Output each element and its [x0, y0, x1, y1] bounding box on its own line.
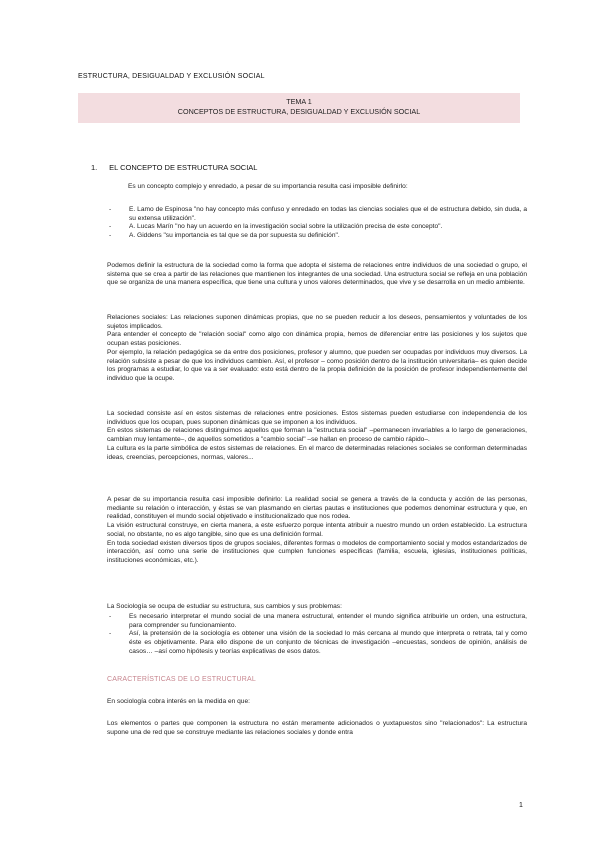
intro-paragraph: Es un concepto complejo y enredado, a pesar de su importancia resulta casi imposible definirlo:	[128, 183, 408, 190]
paragraph-line: A pesar de su importancia resulta casi imposible definirlo: La realidad social se genera a través de la conducta y acción de las personas, mediante su relación o interacción, y éstas se van plasmando en ciertas pautas e instituciones que podemos denominar estructura y que, en realidad, constituyen el mundo social objetivado e institucionalizado que nos rodea.	[107, 496, 527, 521]
list-item: - A. Lucas Marín "no hay un acuerdo en la investigación social sobre la utilización precisa de este concepto".	[107, 223, 527, 232]
list-item: - A. Giddens "su importancia es tal que se da por supuesta su definición".	[107, 232, 527, 241]
paragraph-line: En estos sistemas de relaciones distinguimos aquellos que forman la "estructura social" –permanecen invariables a lo largo de generaciones, cambian muy lentamente–, de aquellos sometidos a "cambio social" –se hallan en proceso de cambio rápido–.	[107, 427, 527, 444]
relations-paragraph	[107, 314, 527, 384]
subsection-title: CARACTERÍSTICAS DE LO ESTRUCTURAL	[107, 676, 256, 683]
interest-paragraph: En sociología cobra interés en la medida en que:	[107, 698, 250, 705]
topic-number: TEMA 1	[286, 97, 312, 106]
elements-paragraph: Los elementos o partes que componen la estructura no están meramente adicionados o yuxtapuestos sino "relacionados": La estructura supone una de red que se construye mediante las relaciones sociales y donde entra	[107, 720, 527, 736]
paragraph-line: Relaciones sociales: Las relaciones suponen dinámicas propias, que no se pueden reducir a los deseos, pensamientos y voluntades de los sujetos implicados.	[107, 314, 527, 330]
paragraph-line: Para entender el concepto de "relación social" como algo con dinámica propia, hemos de diferenciar entre las posiciones y los sujetos que ocupan estas posiciones.	[107, 331, 527, 348]
page-number: 1	[519, 802, 523, 809]
section-title-text: EL CONCEPTO DE ESTRUCTURA SOCIAL	[109, 163, 258, 172]
topic-title: CONCEPTOS DE ESTRUCTURA, DESIGUALDAD Y EXCLUSIÓN SOCIAL	[177, 107, 421, 116]
section-number: 1.	[91, 163, 98, 172]
definition-paragraph: Podemos definir la estructura de la sociedad como la forma que adopta el sistema de relaciones entre individuos de una sociedad o grupo, el sistema que se crea a partir de las relaciones que mantienen los integrantes de una sociedad. Una estructura social se refleja en una población que se organiza de una manera específica, que tiene una cultura y unos valores determinados, que vive y se desarrolla en un medio ambiente.	[107, 262, 527, 287]
section-title	[91, 163, 257, 172]
document-header: ESTRUCTURA, DESIGUALDAD Y EXCLUSIÓN SOCIAL	[78, 73, 265, 80]
reality-paragraph	[107, 496, 527, 566]
list-item: - Es necesario interpretar el mundo social de una manera estructural, entender el mundo significa atribuirle un orden, una estructura, para comprender su funcionamiento.	[107, 613, 527, 630]
list-item: - Así, la pretensión de la sociología es obtener una visión de la sociedad lo más cercana al mundo que interpreta o retrata, tal y como éste es objetivamente. Para ello dispone de un conjunto de técnicas de investigación –encuestas, sondeos de opinión, análisis de casos… –así como hipótesis y teorías explicativas de esos datos.	[107, 630, 527, 656]
systems-paragraph	[107, 410, 527, 462]
sociology-paragraph: La Sociología se ocupa de estudiar su estructura, sus cambios y sus problemas:	[107, 603, 342, 610]
paragraph-line: Por ejemplo, la relación pedagógica se da entre dos posiciones, profesor y alumno, que pueden ser ocupadas por individuos muy diversos. La relación subsiste a pesar de que los individuos cambien. Así, el profesor – como posición dentro de la institución universitaria– es quien decide los programas a estudiar, lo que va a ser evaluado: esto está dentro de la propia definición de la posición de profesor independientemente del individuo que la ocupe.	[107, 348, 527, 382]
paragraph-line: La sociedad consiste así en estos sistemas de relaciones entre posiciones. Estos sistemas pueden estudiarse con independencia de los individuos que los ocupan, pues suponen dinámicas que se imponen a los individuos.	[107, 410, 527, 426]
paragraph-line: La cultura es la parte simbólica de estos sistemas de relaciones. En el marco de determinadas relaciones sociales se conforman determinadas ideas, creencias, percepciones, normas, valores...	[107, 444, 527, 461]
topic-banner	[78, 93, 520, 123]
list-item: - E. Lamo de Espinosa "no hay concepto más confuso y enredado en todas las ciencias sociales que el de estructura debido, sin duda, a su extensa utilización".	[107, 206, 527, 223]
paragraph-line: La visión estructural construye, en cierta manera, a este esfuerzo porque intenta atribuir a nuestro mundo un orden establecido. La estructura social, no obstante, no es algo tangible, sino que es una definición formal.	[107, 522, 527, 538]
quotes-list	[107, 206, 527, 241]
problems-list	[107, 613, 527, 657]
paragraph-line: En toda sociedad existen diversos tipos de grupos sociales, diferentes formas o modelos de comportamiento social y modos estandarizados de interacción, así como una serie de instituciones que cumplen funciones específicas (familia, escuela, iglesias, instituciones políticas, instituciones económicas, etc.).	[107, 539, 527, 564]
